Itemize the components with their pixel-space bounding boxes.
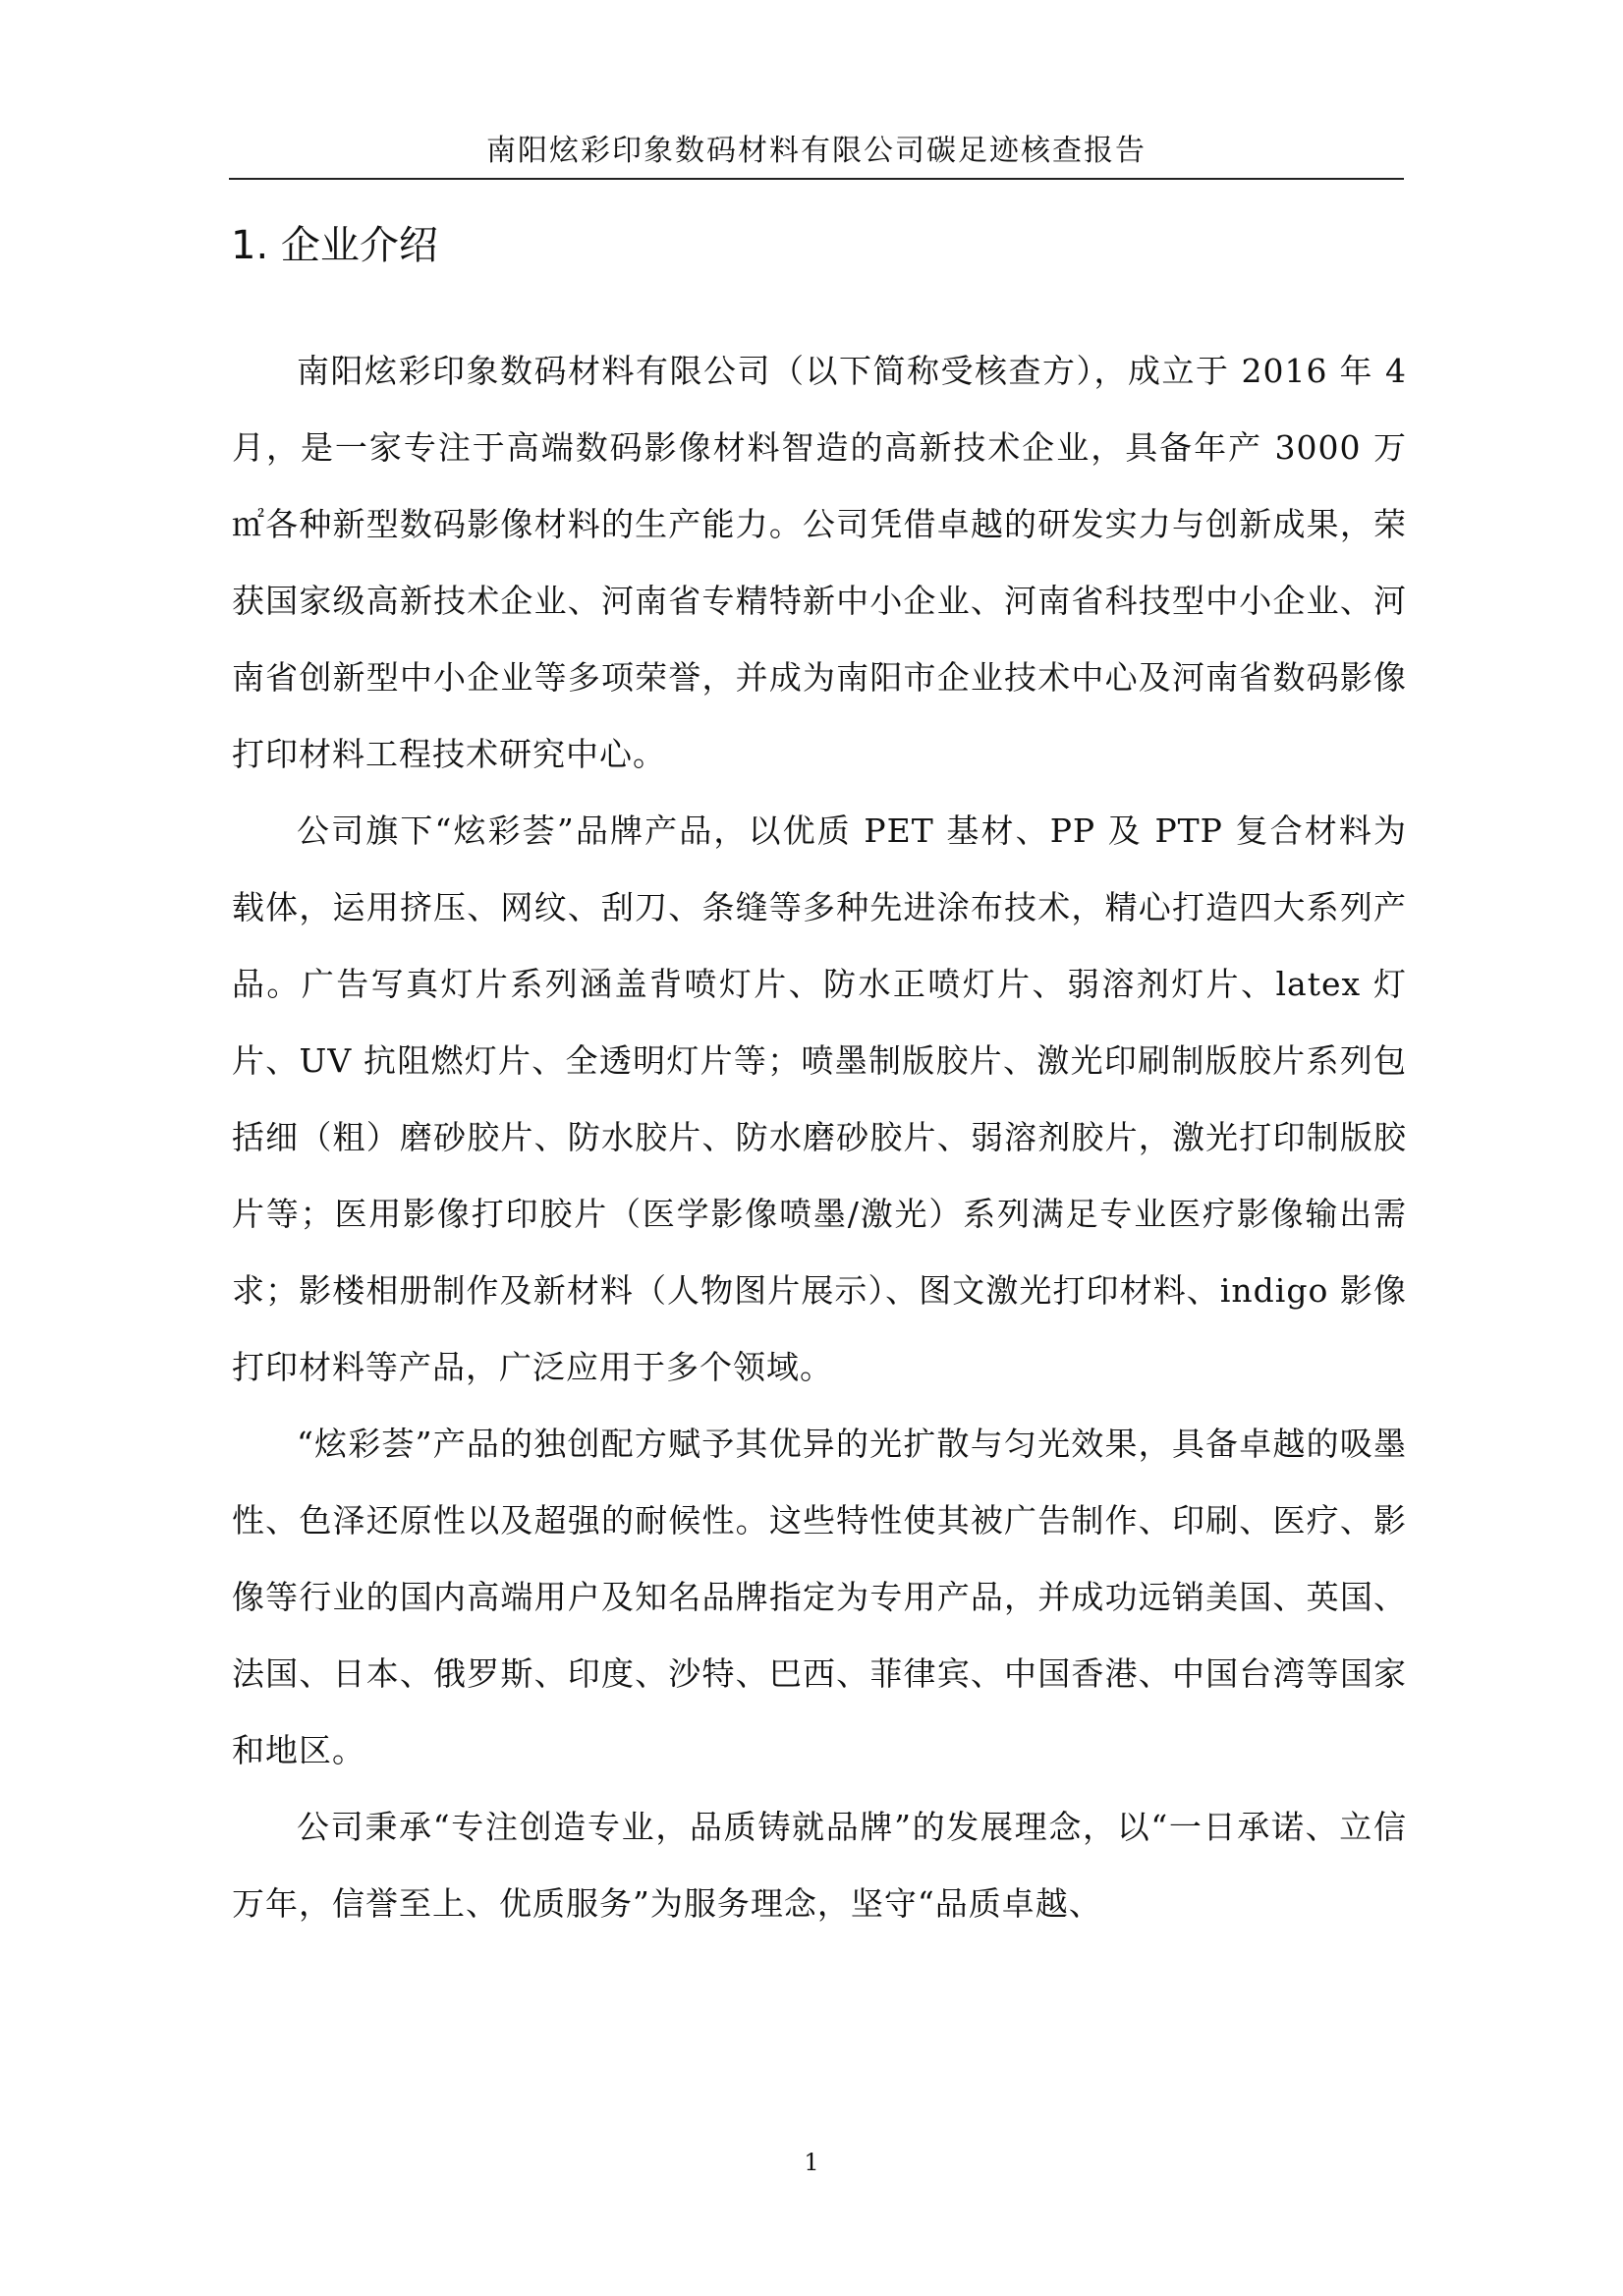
page-number: 1: [804, 2149, 819, 2176]
paragraph-product-features: “炫彩荟”产品的独创配方赋予其优异的光扩散与匀光效果，具备卓越的吸墨性、色泽还原性以及超强的耐候性。这些特性使其被广告制作、印刷、医疗、影像等行业的国内高端用户及知名品牌指定为专用产品，并成功远销美国、英国、法国、日本、俄罗斯、印度、沙特、巴西、菲律宾、中国香港、中国台湾等国家和地区。: [232, 1425, 1407, 1769]
section-heading: 1. 企业介绍: [231, 223, 438, 268]
header-divider: [229, 178, 1404, 180]
running-header: 南阳炫彩印象数码材料有限公司碳足迹核查报告: [486, 134, 1147, 168]
paragraph-company-philosophy: 公司秉承“专注创造专业，品质铸就品牌”的发展理念，以“一日承诺、立信万年，信誉至上、优质服务”为服务理念，坚守“品质卓越、: [232, 1808, 1407, 1923]
body-text: [232, 333, 1407, 1942]
paragraph-company-overview: 南阳炫彩印象数码材料有限公司（以下简称受核查方），成立于 2016 年 4 月，是一家专注于高端数码影像材料智造的高新技术企业，具备年产 3000 万㎡各种新型数码影像材料的生产能力。公司凭借卓越的研发实力与创新成果，荣获国家级高新技术企业、河南省专精特新中小企业、河南省科技型中小企业、河南省创新型中小企业等多项荣誉，并成为南阳市企业技术中心及河南省数码影像打印材料工程技术研究中心。: [232, 352, 1407, 773]
paragraph-product-lines: 公司旗下“炫彩荟”品牌产品，以优质 PET 基材、PP 及 PTP 复合材料为载体，运用挤压、网纹、刮刀、条缝等多种先进涂布技术，精心打造四大系列产品。广告写真灯片系列涵盖背喷灯片、防水正喷灯片、弱溶剂灯片、latex 灯片、UV 抗阻燃灯片、全透明灯片等；喷墨制版胶片、激光印刷制版胶片系列包括细（粗）磨砂胶片、防水胶片、防水磨砂胶片、弱溶剂胶片，激光打印制版胶片等；医用影像打印胶片（医学影像喷墨/激光）系列满足专业医疗影像输出需求；影楼相册制作及新材料（人物图片展示）、图文激光打印材料、indigo 影像打印材料等产品，广泛应用于多个领域。: [232, 812, 1407, 1386]
